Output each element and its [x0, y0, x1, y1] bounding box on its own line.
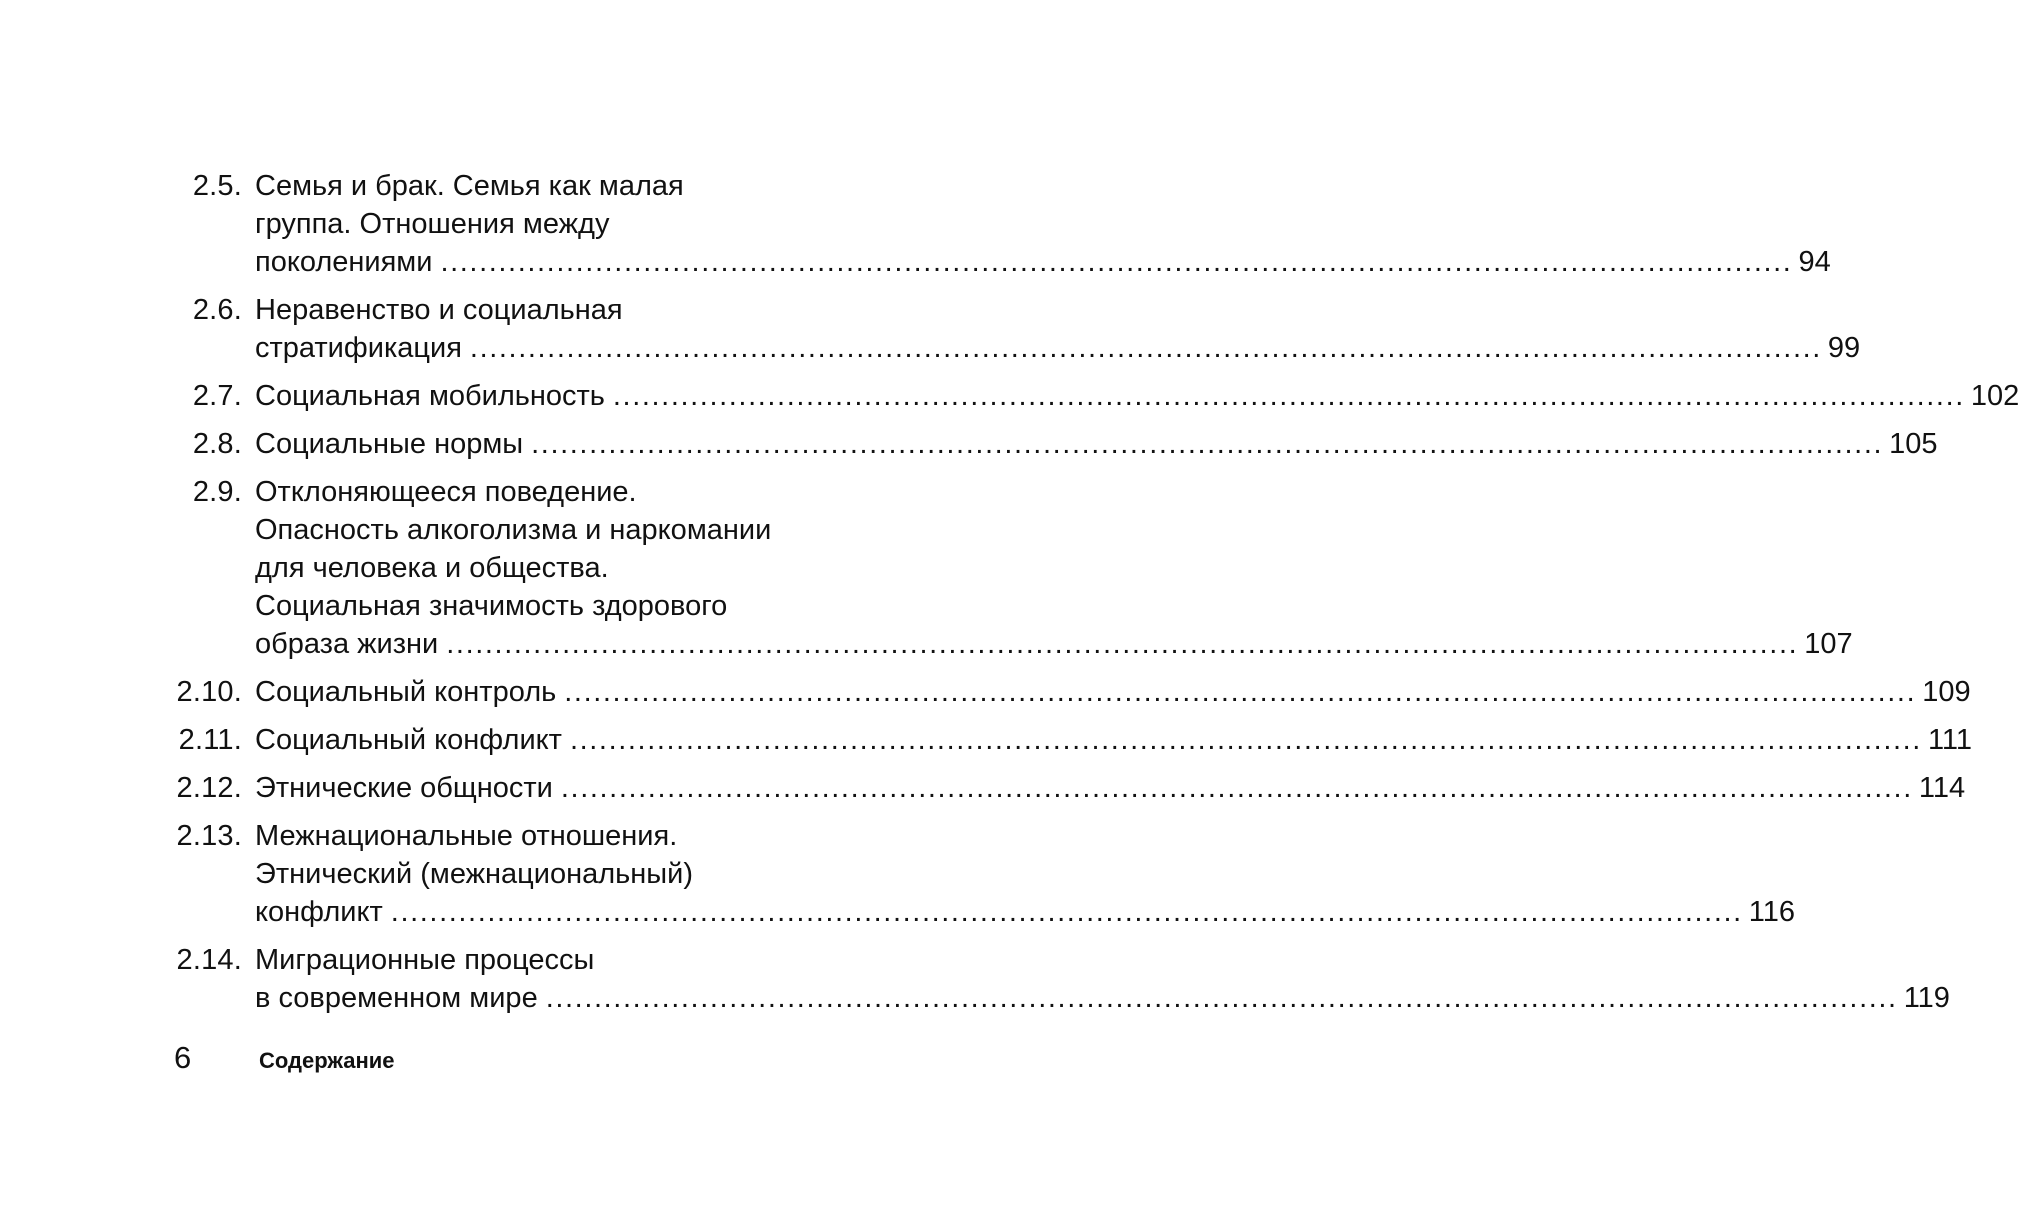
toc-entry-title-line: Социальная значимость здорового: [255, 590, 728, 622]
toc-entry-title-line: Миграционные процессы: [255, 944, 595, 976]
toc-entry-page: 105: [1889, 428, 1938, 460]
table-of-contents: [160, 167, 2019, 1027]
toc-entry-last-line: [255, 769, 1965, 807]
toc-entry-title: [255, 473, 1853, 663]
toc-entry-page: 116: [1748, 896, 1796, 928]
toc-entry-title: [255, 377, 2019, 415]
toc-entry-title: [255, 673, 1971, 711]
toc-entry-title: [255, 167, 1831, 281]
toc-entry-number: 2.11.: [178, 724, 242, 756]
toc-entry-number: 2.13.: [176, 820, 242, 852]
toc-entry[interactable]: [160, 291, 1861, 367]
toc-entry-last-line: [255, 377, 2019, 415]
page-number: 6: [174, 1040, 192, 1075]
toc-entry-last-line: [255, 329, 1860, 367]
toc-entry-title-line: Межнациональные отношения.: [255, 820, 678, 852]
toc-entry-number: 2.10.: [176, 676, 242, 708]
toc-entry-title-line: Семья и брак. Семья как малая: [255, 170, 684, 202]
toc-entry-title: [255, 721, 1972, 759]
toc-entry-number: 2.12.: [176, 772, 242, 804]
toc-entry-last-line: [255, 425, 1938, 463]
toc-entry[interactable]: [160, 673, 1971, 711]
toc-entry-last-line: [255, 625, 1853, 663]
toc-entry-title: [255, 425, 1938, 463]
toc-entry-number: 2.5.: [192, 170, 242, 202]
toc-entry-title: [255, 941, 1950, 1017]
dot-leader: [564, 673, 1916, 711]
toc-entry[interactable]: [160, 817, 1796, 931]
toc-entry-page: 94: [1798, 246, 1831, 278]
toc-entry-title-line: конфликт: [255, 896, 383, 928]
toc-entry-title-line: Опасность алкоголизма и наркомании: [255, 514, 772, 546]
toc-entry-number: 2.6.: [192, 294, 242, 326]
toc-entry[interactable]: [160, 167, 1831, 281]
toc-entry[interactable]: [160, 473, 1853, 663]
toc-entry[interactable]: [160, 377, 2019, 415]
dot-leader: [561, 769, 1913, 807]
toc-entry[interactable]: [160, 769, 1966, 807]
toc-entry-title-line: образа жизни: [255, 628, 439, 660]
toc-entry-title-line: для человека и общества.: [255, 552, 609, 584]
toc-entry-last-line: [255, 243, 1831, 281]
dot-leader: [613, 377, 1965, 415]
toc-entry-page: 99: [1827, 332, 1861, 364]
toc-entry[interactable]: [160, 721, 1973, 759]
toc-entry-page: 119: [1903, 982, 1950, 1014]
toc-entry-page: 107: [1804, 628, 1853, 660]
toc-entry-last-line: [255, 979, 1950, 1017]
toc-entry-title-line: Неравенство и социальная: [255, 294, 623, 326]
toc-entry-last-line: [255, 893, 1795, 931]
toc-entry-last-line: [255, 721, 1972, 759]
dot-leader: [446, 625, 1798, 663]
toc-entry[interactable]: [160, 941, 1950, 1017]
toc-entry-title-line: в современном мире: [255, 982, 538, 1014]
toc-entry-title: [255, 769, 1965, 807]
toc-entry-last-line: [255, 673, 1971, 711]
toc-entry-title-line: Этнические общности: [255, 772, 553, 804]
running-title: Содержание: [259, 1048, 395, 1073]
toc-entry-title-line: Отклоняющееся поведение.: [255, 476, 637, 508]
toc-entry-number: 2.7.: [192, 380, 242, 412]
toc-entry-page: 109: [1922, 676, 1971, 708]
toc-entry[interactable]: [160, 425, 1938, 463]
dot-leader: [440, 243, 1792, 281]
toc-entry-title-line: Социальный конфликт: [255, 724, 562, 756]
toc-entry-number: 2.9.: [192, 476, 242, 508]
dot-leader: [531, 425, 1883, 463]
dot-leader: [470, 329, 1822, 367]
toc-entry-title-line: Социальные нормы: [255, 428, 524, 460]
dot-leader: [546, 979, 1898, 1017]
toc-entry-title: [255, 291, 1860, 367]
toc-entry-number: 2.14.: [176, 944, 242, 976]
toc-entry-title-line: группа. Отношения между: [255, 208, 610, 240]
toc-entry-page: 102: [1970, 380, 2019, 412]
toc-entry-title-line: стратификация: [255, 332, 462, 364]
toc-entry-title-line: Социальный контроль: [255, 676, 557, 708]
toc-entry-number: 2.8.: [192, 428, 242, 460]
toc-entry-title: [255, 817, 1795, 931]
toc-entry-page: 114: [1918, 772, 1966, 804]
page-footer: [174, 1040, 395, 1076]
toc-entry-title-line: поколениями: [255, 246, 433, 278]
toc-entry-title-line: Социальная мобильность: [255, 380, 605, 412]
toc-entry-title-line: Этнический (межнациональный): [255, 858, 693, 890]
dot-leader: [391, 893, 1743, 931]
dot-leader: [570, 721, 1922, 759]
toc-entry-page: 111: [1927, 724, 1973, 756]
